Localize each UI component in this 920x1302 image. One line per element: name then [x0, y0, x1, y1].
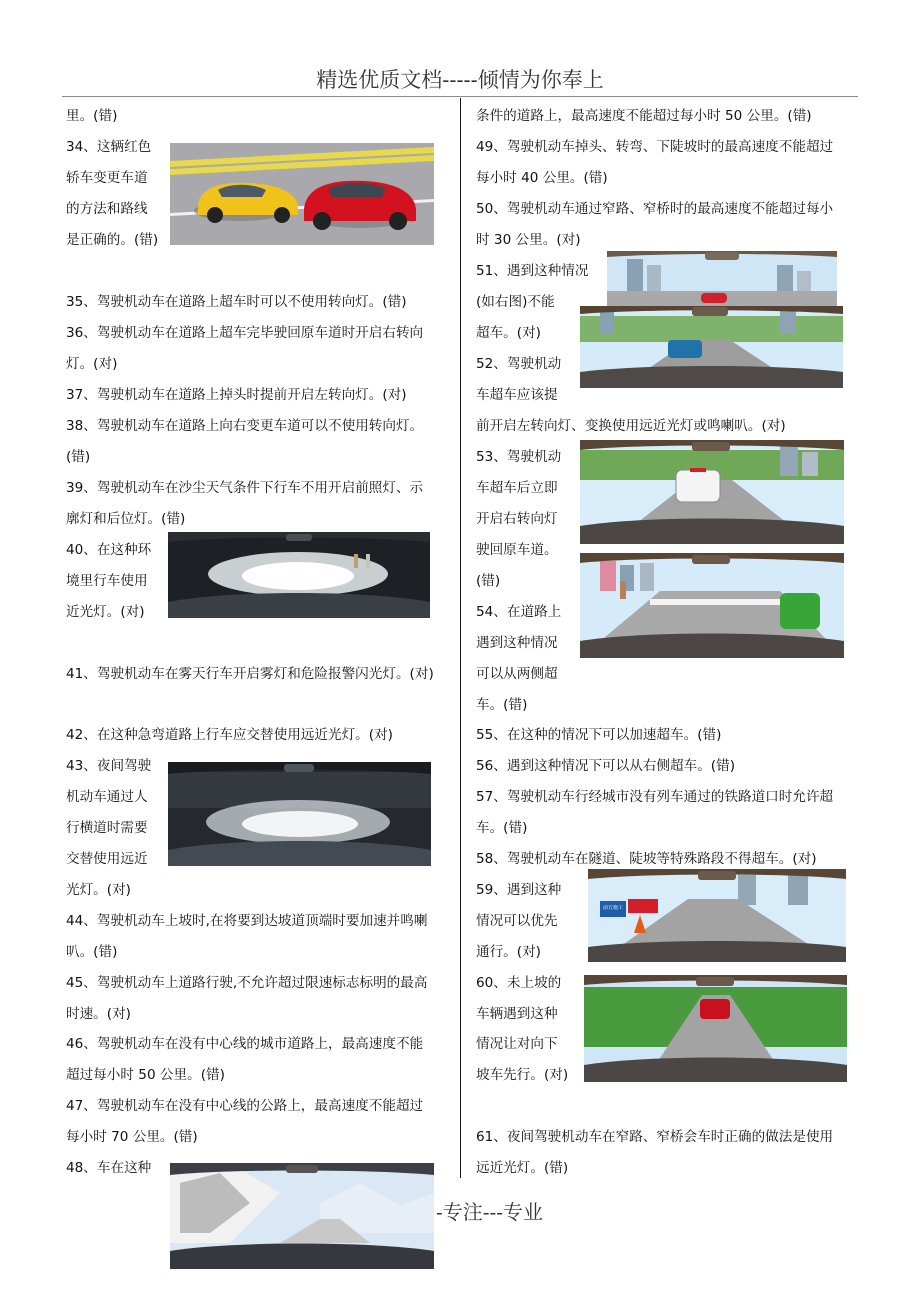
text-line: 叭。(错): [66, 944, 118, 960]
text-line: 36、驾驶机动车在道路上超车完毕驶回原车道时开启右转向: [66, 325, 424, 341]
text-line: 情况可以优先: [476, 913, 558, 929]
figure-q52-blue-car: [580, 306, 843, 388]
text-line: 车辆遇到这种: [476, 1006, 558, 1022]
text-line: 驶回原车道。: [476, 542, 558, 558]
text-line: 60、未上坡的: [476, 975, 562, 991]
text-line: 廓灯和后位灯。(错): [66, 511, 186, 527]
text-line: (错): [66, 449, 91, 465]
text-line: 光灯。(对): [66, 882, 131, 898]
text-line: 的方法和路线: [66, 201, 148, 217]
text-line: 车超车后立即: [476, 480, 558, 496]
text-line: 车。(错): [476, 820, 528, 836]
text-line: 57、驾驶机动车行经城市没有列车通过的铁路道口时允许超: [476, 789, 834, 805]
page-footer: -专注---专业: [436, 1200, 544, 1224]
text-line: 47、驾驶机动车在没有中心线的公路上，最高速度不能超过: [66, 1098, 424, 1114]
text-line: 机动车通过人: [66, 789, 148, 805]
column-divider: [460, 98, 461, 1178]
header-rule: [62, 96, 858, 97]
text-line: 37、驾驶机动车在道路上掉头时提前开启左转向灯。(对): [66, 387, 407, 403]
text-line: 55、在这种的情况下可以加速超车。(错): [476, 727, 722, 743]
text-line: 近光灯。(对): [66, 604, 145, 620]
text-line: 每小时 70 公里。(错): [66, 1129, 198, 1145]
text-line: 41、驾驶机动车在雾天行车开启雾灯和危险报警闪光灯。(对): [66, 666, 434, 682]
text-line: 59、遇到这种: [476, 882, 562, 898]
text-line: 40、在这种环: [66, 542, 152, 558]
figure-q40-night-road: [168, 532, 430, 618]
text-line: 轿车变更车道: [66, 170, 148, 186]
figure-q34-lane-change: [170, 143, 434, 245]
text-line: 50、驾驶机动车通过窄路、窄桥时的最高速度不能超过每小: [476, 201, 834, 217]
text-line: 情况让对向下: [476, 1036, 558, 1052]
text-line: 里。(错): [66, 108, 118, 124]
text-line: 开启右转向灯: [476, 511, 558, 527]
text-line: 前开启左转向灯、变换使用远近光灯或鸣喇叭。(对): [476, 418, 786, 434]
text-line: 56、遇到这种情况下可以从右侧超车。(错): [476, 758, 735, 774]
text-line: 44、驾驶机动车上坡时,在将要到达坡道顶端时要加速并鸣喇: [66, 913, 428, 929]
text-line: 车超车应该提: [476, 387, 558, 403]
text-line: 时速。(对): [66, 1006, 131, 1022]
text-line: 58、驾驶机动车在隧道、陡坡等特殊路段不得超车。(对): [476, 851, 817, 867]
text-line: 49、驾驶机动车掉头、转弯、下陡坡时的最高速度不能超过: [476, 139, 834, 155]
text-line: 35、驾驶机动车在道路上超车时可以不使用转向灯。(错): [66, 294, 407, 310]
figure-q51-city-road: [607, 251, 837, 307]
text-line: 54、在道路上: [476, 604, 562, 620]
text-line: 39、驾驶机动车在沙尘天气条件下行车不用开启前照灯、示: [66, 480, 424, 496]
text-line: 灯。(对): [66, 356, 118, 372]
text-line: 行横道时需要: [66, 820, 148, 836]
text-line: 超车。(对): [476, 325, 541, 341]
text-line: 车。(错): [476, 697, 528, 713]
text-line: 43、夜间驾驶: [66, 758, 152, 774]
text-line: 53、驾驶机动: [476, 449, 562, 465]
text-line: 61、夜间驾驶机动车在窄路、窄桥会车时正确的做法是使用: [476, 1129, 834, 1145]
text-line: 条件的道路上，最高速度不能超过每小时 50 公里。(错): [476, 108, 812, 124]
road-work-sign-text: 前方施工: [602, 905, 623, 911]
figure-q43-night-crosswalk: [168, 762, 431, 866]
text-line: 38、驾驶机动车在道路上向右变更车道可以不使用转向灯。: [66, 418, 424, 434]
text-line: 远近光灯。(错): [476, 1160, 569, 1176]
text-line: 时 30 公里。(对): [476, 232, 581, 248]
figure-q60-hill-road: [584, 975, 847, 1082]
text-line: 通行。(对): [476, 944, 541, 960]
text-line: 可以从两侧超: [476, 666, 558, 682]
text-line: (错): [476, 573, 501, 589]
figure-q59-road-work: [588, 869, 846, 962]
text-line: 遇到这种情况: [476, 635, 558, 651]
text-line: 34、这辆红色: [66, 139, 152, 155]
page-header: 精选优质文档-----倾情为你奉上: [316, 68, 604, 92]
text-line: 48、车在这种: [66, 1160, 152, 1176]
text-line: 42、在这种急弯道路上行车应交替使用远近光灯。(对): [66, 727, 393, 743]
text-line: 45、驾驶机动车上道路行驶,不允许超过限速标志标明的最高: [66, 975, 428, 991]
text-line: 境里行车使用: [66, 573, 148, 589]
text-line: (如右图)不能: [476, 294, 555, 310]
text-line: 是正确的。(错): [66, 232, 159, 248]
figure-q53-white-car: [580, 440, 844, 544]
text-line: 交替使用远近: [66, 851, 148, 867]
text-line: 52、驾驶机动: [476, 356, 562, 372]
text-line: 超过每小时 50 公里。(错): [66, 1067, 225, 1083]
figure-q54-crosswalk: [580, 553, 844, 658]
text-line: 每小时 40 公里。(错): [476, 170, 608, 186]
text-line: 46、驾驶机动车在没有中心线的城市道路上，最高速度不能: [66, 1036, 424, 1052]
text-line: 坡车先行。(对): [476, 1067, 569, 1083]
text-line: 51、遇到这种情况: [476, 263, 589, 279]
figure-q48-snow-road: [170, 1163, 434, 1269]
